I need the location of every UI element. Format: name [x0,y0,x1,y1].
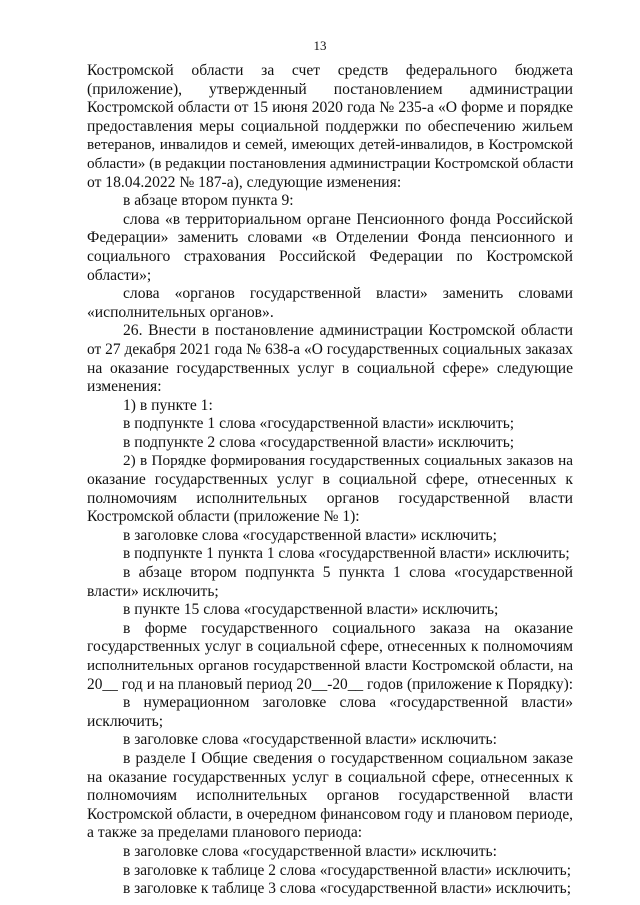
text-line: в заголовке к таблице 2 слова «государственной власти» исключить; [123,861,571,879]
text-line: от 18.04.2022 № 187-а), следующие изменения: [87,173,402,191]
text-line: на оказание государственных услуг в социальной сфере, отнесенных к [87,768,573,786]
text-line: в нумерационном заголовке слова «государственной власти» [123,694,573,712]
text-line: в разделе I Общие сведения о государственном социальном заказе [123,749,573,767]
text-line: от 27 декабря 2021 года № 638-а «О государственных социальных заказах [87,340,573,358]
page-number: 13 [313,38,327,53]
text-line: Костромской области за счет средств федерального бюджета [87,62,573,79]
text-line: 26. Внести в постановление администрации Костромской области [123,322,573,340]
text-line: в абзаце втором пункта 9: [123,192,294,210]
text-line: Костромской области от 15 июня 2020 года № 235-а «О форме и порядке [87,99,573,117]
text-line: в заголовке слова «государственной власти» исключить: [123,842,497,860]
text-line: «исполнительных органов». [87,303,274,321]
text-line: в подпункте 1 слова «государственной власти» исключить; [123,415,515,433]
text-line: полномочиям исполнительных органов государственной власти [87,489,573,507]
text-line: 1) в пункте 1: [123,396,213,414]
text-line: изменения: [87,378,162,396]
text-line: в подпункте 1 пункта 1 слова «государственной власти» исключить; [123,545,570,563]
text-line: предоставления меры социальной поддержки по обеспечению жильем [87,117,573,135]
text-line: а также за пределами планового периода: [87,824,363,842]
text-line: в абзаце втором подпункта 5 пункта 1 слова «государственной [123,564,573,582]
text-line: в заголовке к таблице 3 слова «государственной власти» исключить; [123,880,571,898]
text-line: Костромской области, в очередном финансовом году и плановом периоде, [87,805,573,823]
text-line: слова «в территориальном органе Пенсионного фонда Российской [123,210,573,228]
document-body [87,62,573,899]
text-line: 20__ год и на плановый период 20__-20__ годов (приложение к Порядку): [87,675,573,693]
text-line: ветеранов, инвалидов и семей, имеющих детей-инвалидов, в Костромской [87,136,573,154]
text-line: в заголовке слова «государственной власти» исключить; [123,526,497,544]
text-line: на оказание государственных услуг в социальной сфере» следующие [87,359,573,377]
text-line: Федерации» заменить словами «в Отделении Фонда пенсионного и [87,229,573,247]
text-line: в подпункте 2 слова «государственной власти» исключить; [123,433,515,451]
text-line: государственных услуг в социальной сфере, отнесенных к полномочиям [87,638,573,656]
text-line: оказание государственных услуг в социальной сфере, отнесенных к [87,471,573,489]
text-line: исключить; [87,712,164,730]
text-line: полномочиям исполнительных органов государственной власти [87,787,573,805]
text-line: в заголовке слова «государственной власти» исключить: [123,731,497,749]
text-line: 2) в Порядке формирования государственных социальных заказов на [123,452,573,470]
text-line: слова «органов государственной власти» заменить словами [123,285,573,303]
text-line: области»; [87,266,152,284]
text-line: Костромской области (приложение № 1): [87,508,360,526]
text-line: области» (в редакции постановления администрации Костромской области [87,154,574,172]
text-line: в форме государственного социального заказа на оказание [123,619,573,637]
text-line: (приложение), утвержденный постановлением администрации [87,80,573,98]
text-line: в пункте 15 слова «государственной власти» исключить; [123,601,499,619]
text-line: исполнительных органов государственной власти Костромской области, на [87,658,573,674]
text-line: власти» исключить; [87,582,219,600]
text-line: социального страхования Российской Федерации по Костромской [87,247,573,265]
